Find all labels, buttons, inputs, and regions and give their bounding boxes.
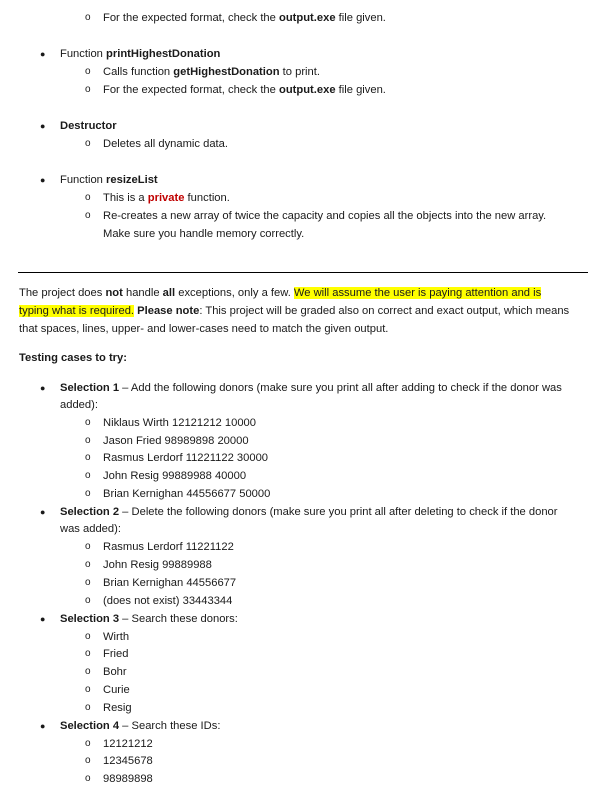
list-item-continued: added): <box>60 399 98 411</box>
sub-bullet: o <box>85 684 91 695</box>
donor-item: Niklaus Wirth 12121212 10000 <box>103 417 256 429</box>
donor-item: Rasmus Lerdorf 11221122 <box>103 541 234 553</box>
list-item: For the expected format, check the output.exe file given. <box>103 84 386 96</box>
list-item: Calls function getHighestDonation to print. <box>103 66 320 78</box>
sub-bullet: o <box>85 559 91 570</box>
list-item: Selection 1 – Add the following donors (make sure you print all after adding to check if the donor was <box>60 382 562 394</box>
sub-bullet: o <box>85 666 91 677</box>
sub-bullet: o <box>85 595 91 606</box>
donor-item: Rasmus Lerdorf 11221122 30000 <box>103 452 269 464</box>
donor-item: Jason Fried 98989898 20000 <box>103 435 249 447</box>
sub-bullet: o <box>85 66 91 77</box>
list-item: This is a private function. <box>103 192 230 204</box>
sub-bullet: o <box>85 648 91 659</box>
search-item: Curie <box>103 684 130 696</box>
search-item: Resig <box>103 702 132 714</box>
sub-bullet: o <box>85 435 91 446</box>
search-item: Wirth <box>103 631 130 643</box>
sub-bullet: o <box>85 192 91 203</box>
sub-bullet: o <box>85 452 91 463</box>
bullet: ● <box>40 121 46 131</box>
sub-bullet: o <box>85 210 91 221</box>
paragraph-line: that spaces, lines, upper- and lower-cases need to match the given output. <box>19 323 389 335</box>
bullet: ● <box>40 614 46 624</box>
list-item-continued: Make sure you handle memory correctly. <box>103 228 305 240</box>
list-item: Selection 2 – Delete the following donors (make sure you print all after deleting to check if the donor <box>60 506 558 518</box>
highlight: We will assume the user is paying attention and is <box>293 287 542 299</box>
sub-bullet: o <box>85 738 91 749</box>
donor-item: Brian Kernighan 44556677 50000 <box>103 488 271 500</box>
list-item: Destructor <box>60 120 117 132</box>
bullet: ● <box>40 507 46 517</box>
search-item: 12345678 <box>103 755 153 767</box>
bullet: ● <box>40 49 46 59</box>
list-item: Re-creates a new array of twice the capacity and copies all the objects into the new array. <box>103 210 547 222</box>
sub-bullet: o <box>85 631 91 642</box>
sub-bullet: o <box>85 577 91 588</box>
list-item: Function resizeList <box>60 174 158 186</box>
sub-bullet: o <box>85 138 91 149</box>
list-item: Function printHighestDonation <box>60 48 221 60</box>
paragraph-line: typing what is required. Please note: This project will be graded also on correct and exact output, which means <box>19 305 570 317</box>
sub-bullet: o <box>85 755 91 766</box>
sub-bullet: o <box>85 488 91 499</box>
paragraph-line: The project does not handle all exceptions, only a few. We will assume the user is paying attention and is <box>19 287 542 299</box>
donor-item: (does not exist) 33443344 <box>103 595 233 607</box>
list-item: For the expected format, check the output.exe file given. <box>103 12 386 24</box>
sub-bullet: o <box>85 84 91 95</box>
sub-bullet: o <box>85 417 91 428</box>
section-heading: Testing cases to try: <box>19 352 127 364</box>
bullet: ● <box>40 383 46 393</box>
search-item: Fried <box>103 648 129 660</box>
sub-bullet: o <box>85 773 91 784</box>
donor-item: John Resig 99889988 <box>103 559 212 571</box>
list-item: Selection 3 – Search these donors: <box>60 613 238 625</box>
donor-item: John Resig 99889988 40000 <box>103 470 247 482</box>
list-item: Selection 4 – Search these IDs: <box>60 720 221 732</box>
search-item: 98989898 <box>103 773 153 785</box>
highlight: typing what is required. <box>19 305 135 317</box>
search-item: Bohr <box>103 666 127 678</box>
horizontal-rule <box>18 272 588 273</box>
sub-bullet: o <box>85 12 91 23</box>
search-item: 12121212 <box>103 738 153 750</box>
bullet: ● <box>40 175 46 185</box>
donor-item: Brian Kernighan 44556677 <box>103 577 237 589</box>
sub-bullet: o <box>85 541 91 552</box>
list-item-continued: was added): <box>60 523 121 535</box>
sub-bullet: o <box>85 470 91 481</box>
bullet: ● <box>40 721 46 731</box>
list-item: Deletes all dynamic data. <box>103 138 228 150</box>
sub-bullet: o <box>85 702 91 713</box>
